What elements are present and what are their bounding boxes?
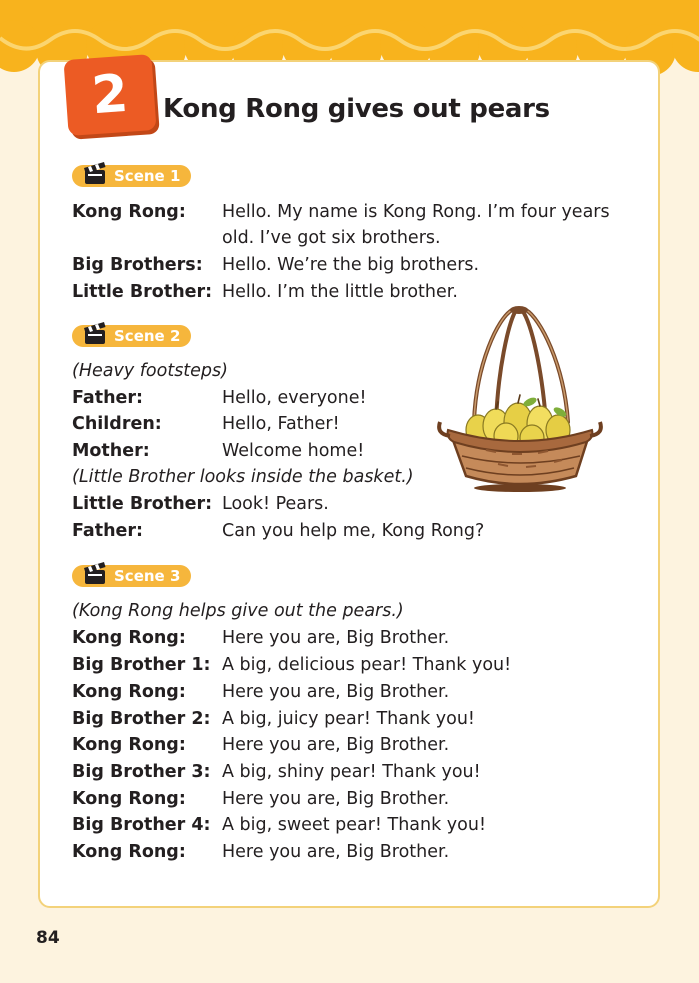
clapperboard-icon [82,159,110,187]
speaker-name: Mother: [72,441,150,461]
speech-text: Here you are, Big Brother. [222,628,450,648]
speech-text: A big, delicious pear! Thank you! [222,655,512,675]
speech-text: Hello, everyone! [222,388,367,408]
speaker-name: Little Brother: [72,494,213,514]
pear-basket-illustration [436,304,604,496]
speaker-name: Big Brother 1: [72,655,211,675]
speaker-name: Big Brother 2: [72,709,211,729]
speech-text: A big, shiny pear! Thank you! [222,762,481,782]
speaker-name: Kong Rong: [72,789,186,809]
stage-direction: (Kong Rong helps give out the pears.) [72,601,404,621]
lesson-number-badge [63,54,156,136]
scene-1-text: Scene 1 [114,167,181,185]
speech-text: Here you are, Big Brother. [222,842,450,862]
speaker-name: Kong Rong: [72,202,186,222]
speech-text: Here you are, Big Brother. [222,735,450,755]
speaker-name: Big Brothers: [72,255,203,275]
speech-text: Look! Pears. [222,494,329,514]
speaker-name: Kong Rong: [72,842,186,862]
page-number: 84 [36,928,60,948]
speaker-name: Big Brother 4: [72,815,211,835]
speech-text: Hello, Father! [222,414,340,434]
speaker-name: Kong Rong: [72,628,186,648]
stage-direction: (Heavy footsteps) [72,361,228,381]
speech-text: Here you are, Big Brother. [222,789,450,809]
clapperboard-icon [82,559,110,587]
speech-text: Hello. I’m the little brother. [222,282,458,302]
speech-text: Hello. We’re the big brothers. [222,255,480,275]
speaker-name: Kong Rong: [72,682,186,702]
clapperboard-icon [82,319,110,347]
speaker-name: Father: [72,388,144,408]
scene-1-label [72,165,191,187]
speaker-name: Big Brother 3: [72,762,211,782]
speech-text: Welcome home! [222,441,365,461]
speech-text: Can you help me, Kong Rong? [222,521,485,541]
lesson-number: 2 [89,63,131,127]
speaker-name: Father: [72,521,144,541]
speech-text: Here you are, Big Brother. [222,682,450,702]
stage-direction: (Little Brother looks inside the basket.) [72,467,414,487]
speech-text: A big, juicy pear! Thank you! [222,709,475,729]
speaker-name: Children: [72,414,162,434]
speaker-name: Little Brother: [72,282,213,302]
scene-2-label [72,325,191,347]
speech-text: A big, sweet pear! Thank you! [222,815,486,835]
speech-text: Hello. My name is Kong Rong. I’m four years [222,202,610,222]
scene-3-text: Scene 3 [114,567,181,585]
speech-text: old. I’ve got six brothers. [222,228,441,248]
speaker-name: Kong Rong: [72,735,186,755]
scene-2-text: Scene 2 [114,327,181,345]
scene-3-label [72,565,191,587]
page-title: Kong Rong gives out pears [163,94,550,124]
